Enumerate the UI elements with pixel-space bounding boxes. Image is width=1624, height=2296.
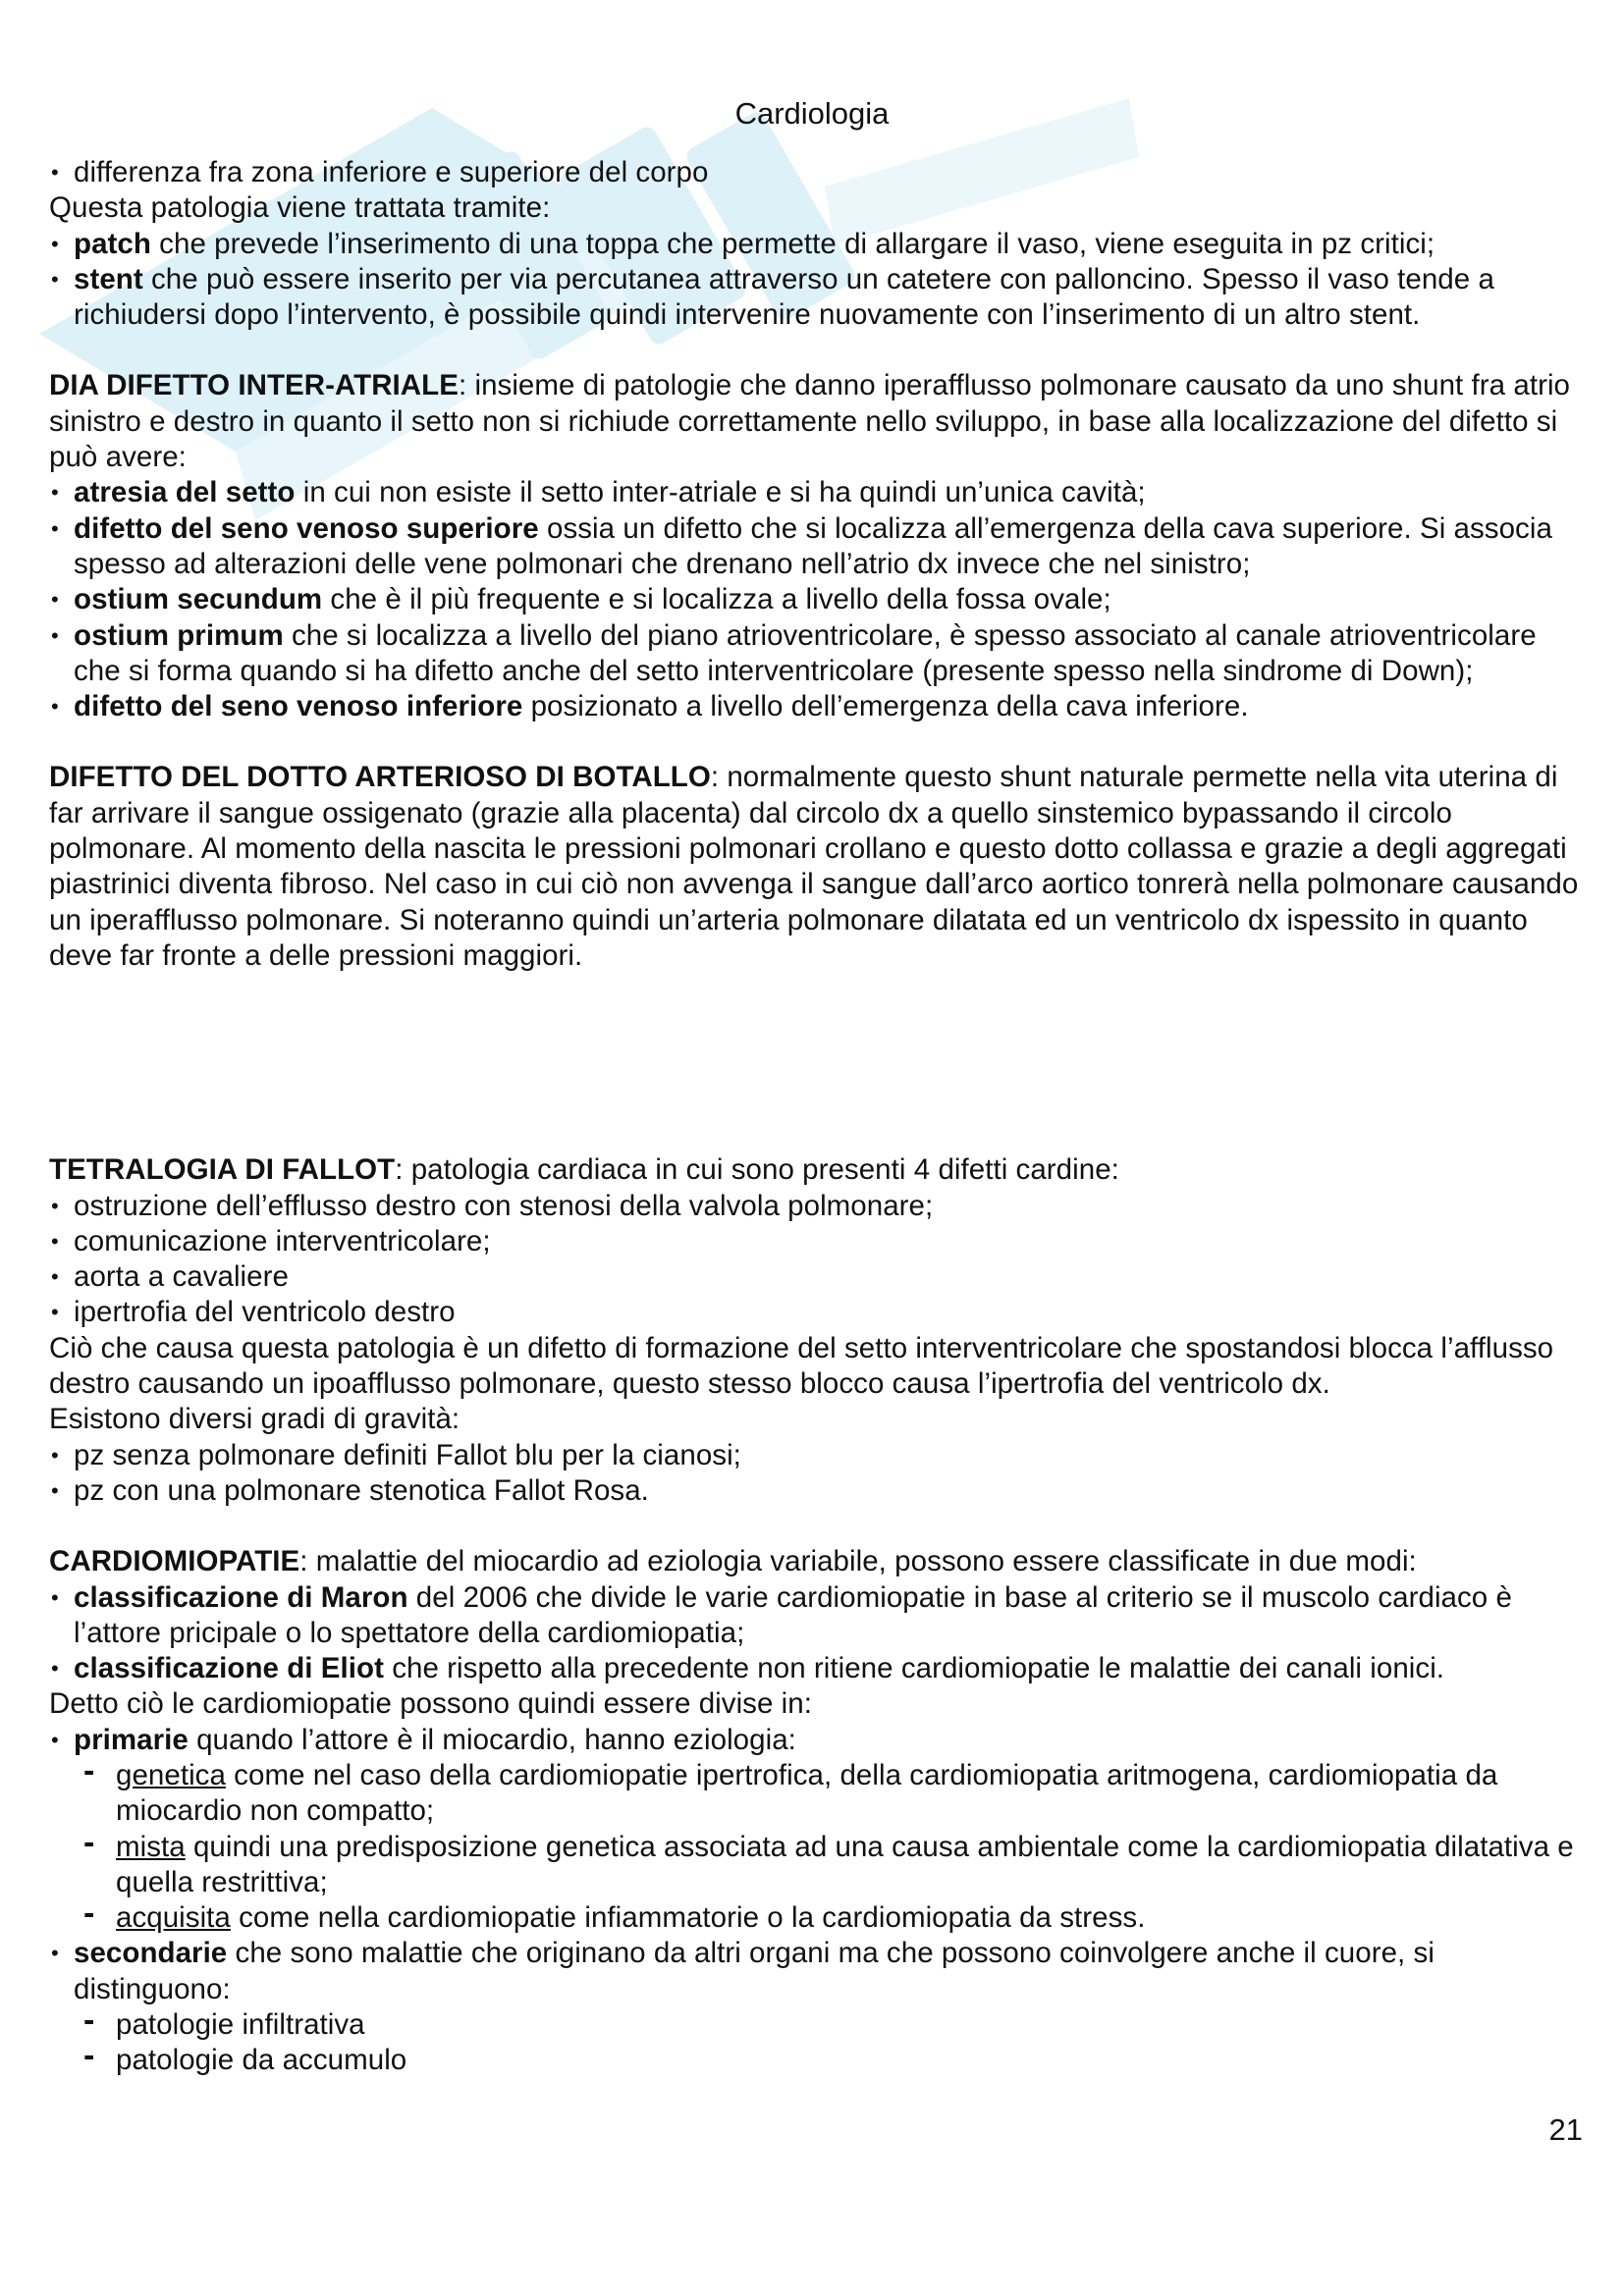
fallot-grades-list: [49, 1438, 1581, 1510]
botallo-paragraph: [49, 760, 1581, 974]
coarctation-diff-list: [49, 155, 1581, 190]
item-text: che si localizza a livello del piano atrioventricolare, è spesso associato al canale atrioventricolare che si forma quando si ha difetto anche del setto interventricolare (presente spesso nella sindrome di Down);: [74, 618, 1537, 687]
list-item: • ipertrofia del ventricolo destro: [49, 1295, 1581, 1330]
term: ostium secundum: [74, 583, 323, 616]
sub-list-item: - patologie infiltrativa: [49, 2007, 1581, 2043]
division-list-secondarie: [49, 1936, 1581, 2007]
secondarie-sublist: [49, 2007, 1581, 2079]
division-intro: Detto ciò le cardiomiopatie possono quindi essere divise in:: [49, 1687, 812, 1721]
section-title: DIA DIFETTO INTER-ATRIALE: [49, 369, 459, 402]
list-item: • aorta a cavaliere: [49, 1259, 1581, 1295]
term: difetto del seno venoso inferiore: [74, 690, 523, 723]
item-text: che rispetto alla precedente non ritiene cardiomiopatie le malattie dei canali ionici.: [383, 1652, 1445, 1685]
item-text: posizionato a livello dell’emergenza della cava inferiore.: [522, 690, 1249, 723]
sub-list-item: [49, 1758, 1581, 1830]
term: patch: [74, 227, 151, 260]
item-text: come nel caso della cardiomiopatie ipertrofica, della cardiomiopatia aritmogena, cardiomiopatia da miocardio non compatto;: [116, 1758, 1498, 1828]
page-number: 21: [1548, 2112, 1583, 2147]
section-text: : normalmente questo shunt naturale permette nella vita uterina di far arrivare il sangue ossigenato (grazie alla placenta) dal circolo dx a quello sinstemico bypassando il circolo polmonare. Al momento della nascita le pressioni polmonari crollano e questo dotto collassa e grazie a degli aggregati piastrinici diventa fibroso. Nel caso in cui ciò non avvenga il sangue dall’arco aortico tonrerà nella polmonare causando un iperafflusso polmonare. Si noteranno quindi un’arteria polmonare dilatata ed un ventricolo dx ispessito in quanto deve far fronte a delle pressioni maggiori.: [49, 761, 1579, 972]
section-intro: : insieme di patologie che danno iperafflusso polmonare causato da uno shunt fra atrio sinistro e destro in quanto il setto non si richiude correttamente nello sviluppo, in base alla localizzazione del difetto si può avere:: [49, 369, 1571, 474]
list-item: [49, 1580, 1581, 1652]
term: primarie: [74, 1723, 189, 1756]
list-item: • differenza fra zona inferiore e superiore del corpo: [49, 155, 1581, 190]
sub-list-item: - patologie da accumulo: [49, 2043, 1581, 2078]
item-text: del 2006 che divide le varie cardiomiopatie in base al criterio se il muscolo cardiaco è l’attore pricipale o lo spettatore della cardiomiopatia;: [74, 1580, 1512, 1649]
sub-list-item: [49, 1900, 1581, 1936]
list-item: • ostruzione dell’efflusso destro con stenosi della valvola polmonare;: [49, 1189, 1581, 1224]
fallot-paragraph: [49, 1152, 1581, 1188]
term: classificazione di Maron: [74, 1580, 408, 1614]
term: stent: [74, 262, 143, 295]
term: genetica: [116, 1758, 226, 1791]
item-text: che può essere inserito per via percutanea attraverso un catetere con palloncino. Spesso il vaso tende a richiudersi dopo l’intervento, è possibile quindi intervenire nuovamente con l’inserimento di un altro stent.: [74, 262, 1494, 332]
list-item: [49, 1723, 1581, 1758]
section-intro: : patologia cardiaca in cui sono presenti 4 difetti cardine:: [395, 1153, 1119, 1187]
list-item: • pz senza polmonare definiti Fallot blu per la cianosi;: [49, 1438, 1581, 1473]
division-list: [49, 1723, 1581, 1758]
term: secondarie: [74, 1937, 228, 1970]
item-text: che prevede l’inserimento di una toppa che permette di allargare il vaso, viene eseguita in pz critici;: [150, 227, 1435, 260]
list-item: [49, 1936, 1581, 2007]
term: acquisita: [116, 1901, 231, 1935]
term: atresia del setto: [74, 476, 296, 509]
section-intro: : malattie del miocardio ad eziologia variabile, possono essere classificate in due modi:: [299, 1545, 1417, 1578]
sub-list-item: [49, 1830, 1581, 1901]
term: classificazione di Eliot: [74, 1652, 384, 1685]
list-item: [49, 227, 1581, 262]
list-item: [49, 689, 1581, 724]
list-item: • pz con una polmonare stenotica Fallot Rosa.: [49, 1473, 1581, 1509]
list-item: • comunicazione interventricolare;: [49, 1224, 1581, 1259]
dia-list: [49, 475, 1581, 724]
section-title: CARDIOMIOPATIE: [49, 1545, 300, 1578]
item-text: quindi una predisposizione genetica associata ad una causa ambientale come la cardiomiopatia dilatativa e quella restrittiva;: [116, 1830, 1574, 1898]
list-item: [49, 511, 1581, 583]
treatment-intro: Questa patologia viene trattata tramite:: [49, 191, 551, 225]
item-text: che è il più frequente e si localizza a livello della fossa ovale;: [322, 583, 1111, 616]
item-text: in cui non esiste il setto inter-atriale e si ha quindi un’unica cavità;: [295, 476, 1146, 509]
list-item: [49, 262, 1581, 334]
document-body: [49, 155, 1581, 2079]
fallot-cause: Ciò che causa questa patologia è un difetto di formazione del setto interventricolare che spostandosi blocca l’afflusso destro causando un ipoafflusso polmonare, questo stesso blocco causa l’ipertrofia del ventricolo dx.: [49, 1331, 1554, 1401]
section-title: DIFETTO DEL DOTTO ARTERIOSO DI BOTALLO: [49, 761, 711, 794]
cardiomiopatie-paragraph: [49, 1544, 1581, 1579]
item-text: ossia un difetto che si localizza all’emergenza della cava superiore. Si associa spesso ad alterazioni delle vene polmonari che drenano nell’atrio dx invece che nel sinistro;: [74, 511, 1552, 580]
dia-paragraph: [49, 368, 1581, 475]
list-item: [49, 1651, 1581, 1686]
classification-list: [49, 1580, 1581, 1687]
term: difetto del seno venoso superiore: [74, 511, 539, 545]
list-item: [49, 618, 1581, 690]
primarie-sublist: [49, 1758, 1581, 1936]
treatment-list: [49, 227, 1581, 334]
list-item: [49, 582, 1581, 617]
section-title: TETRALOGIA DI FALLOT: [49, 1153, 396, 1187]
item-text: come nella cardiomiopatie infiammatorie o la cardiomiopatia da stress.: [230, 1901, 1146, 1935]
item-text: che sono malattie che originano da altri organi ma che possono coinvolgere anche il cuore, si distinguono:: [74, 1937, 1435, 2005]
list-item: [49, 475, 1581, 510]
term: ostium primum: [74, 618, 284, 652]
item-text: quando l’attore è il miocardio, hanno eziologia:: [188, 1723, 796, 1756]
term: mista: [116, 1830, 186, 1863]
page-header-title: Cardiologia: [734, 96, 890, 131]
fallot-grades-intro: Esistono diversi gradi di gravità:: [49, 1403, 460, 1436]
fallot-defects-list: [49, 1189, 1581, 1331]
